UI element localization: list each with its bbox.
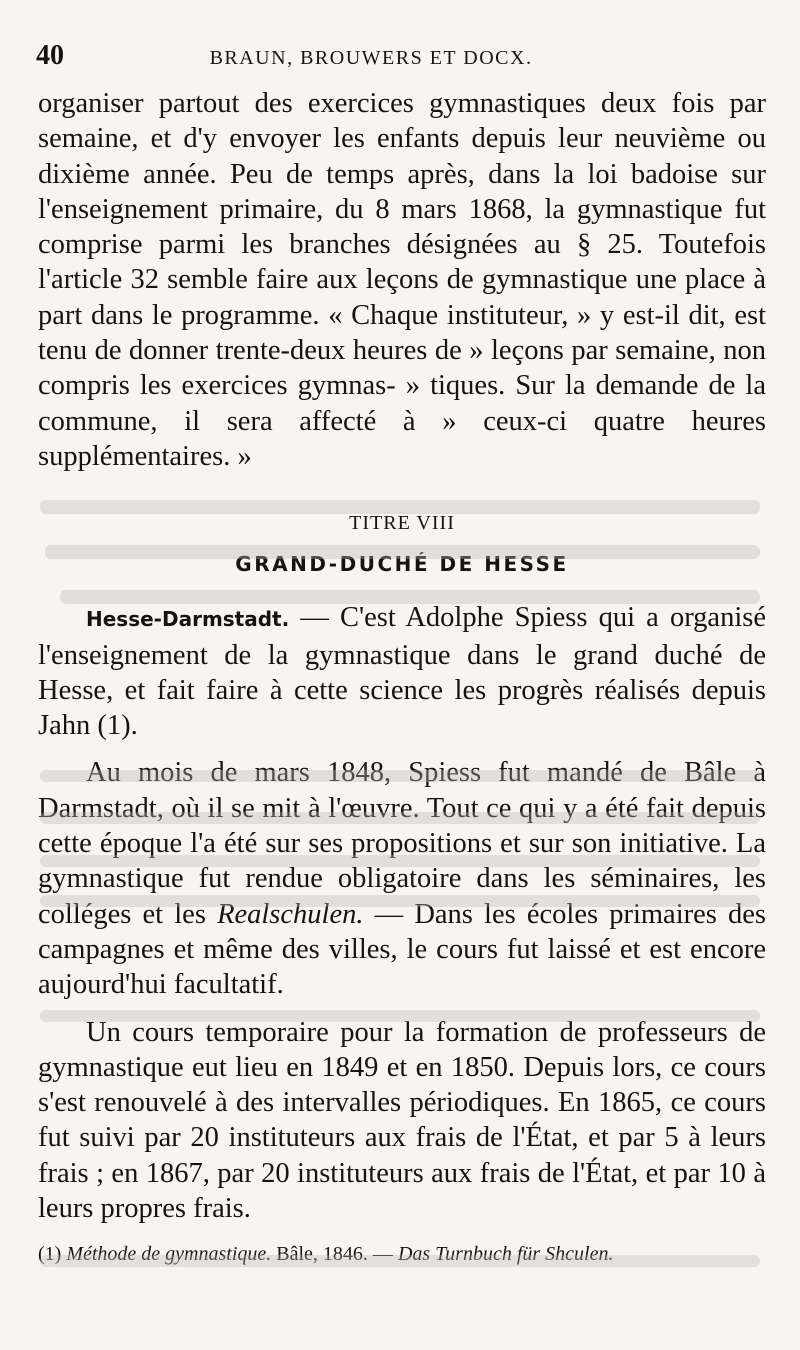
footnote-place-date: Bâle, 1846. — xyxy=(271,1243,398,1266)
footnote-title: Méthode de gymnastique. xyxy=(66,1243,272,1266)
footnote xyxy=(38,1242,766,1267)
realschulen-term: Realschulen. xyxy=(217,898,364,930)
paragraph-3 xyxy=(38,755,766,1002)
titre-heading: TITRE VIII xyxy=(349,512,455,535)
paragraph-2 xyxy=(38,600,766,743)
footnote-mark: (1) xyxy=(38,1243,62,1266)
paragraph-2-text: — C'est Adolphe Spiess qui a organisé l'enseignement de la gymnastique dans le grand duché de Hesse, et fait faire à cette science les progrès réalisés depuis Jahn (1). xyxy=(38,602,766,742)
page-header xyxy=(36,40,766,86)
paragraph-3-text-b: — Dans les écoles primaires des campagnes et même des villes, le cours fut laissé et est encore aujourd'hui facultatif. xyxy=(38,898,766,1001)
runin-heading: Hesse-Darmstadt. xyxy=(86,607,290,632)
footnote-book: Das Turnbuch für Shculen. xyxy=(397,1243,614,1266)
paragraph-4: Un cours temporaire pour la formation de professeurs de gymnastique eut lieu en 1849 et en 1850. Depuis lors, ce cours s'est renouvelé à des intervalles périodiques. En 1865, ce cours fut suivi par 20 instituteurs aux frais de l'État, et par 5 à leurs frais ; en 1867, par 20 instituteurs aux frais de l'État, et par 10 à leurs propres frais. xyxy=(38,1016,766,1225)
page-number: 40 xyxy=(36,40,64,71)
running-head: BRAUN, BROUWERS ET DOCX. xyxy=(209,47,533,69)
paragraph-3-text-a: Au mois de mars 1848, Spiess fut mandé de Bâle à Darmstadt, où il se mit à l'œuvre. Tout ce qui y a été fait depuis cette époque l'a été sur ses propositions et sur son initiative. La gymnastique fut rendue obligatoire dans les séminaires, les colléges et les xyxy=(38,757,766,930)
section-heading: GRAND-DUCHÉ DE HESSE xyxy=(235,552,569,577)
paragraph-1: organiser partout des exercices gymnastiques deux fois par semaine, et d'y envoyer les enfants depuis leur neuvième ou dixième année. Peu de temps après, dans la loi badoise sur l'enseignement primaire, du 8 mars 1868, la gymnastique fut comprise parmi les branches désignées au § 25. Toutefois l'article 32 semble faire aux leçons de gymnastique une place à part dans le programme. « Chaque instituteur, » y est-il dit, est tenu de donner trente-deux heures de » leçons par semaine, non compris les exercices gymnas- » tiques. Sur la demande de la commune, il sera affecté à » ceux-ci quatre heures supplémentaires. » xyxy=(38,88,766,472)
